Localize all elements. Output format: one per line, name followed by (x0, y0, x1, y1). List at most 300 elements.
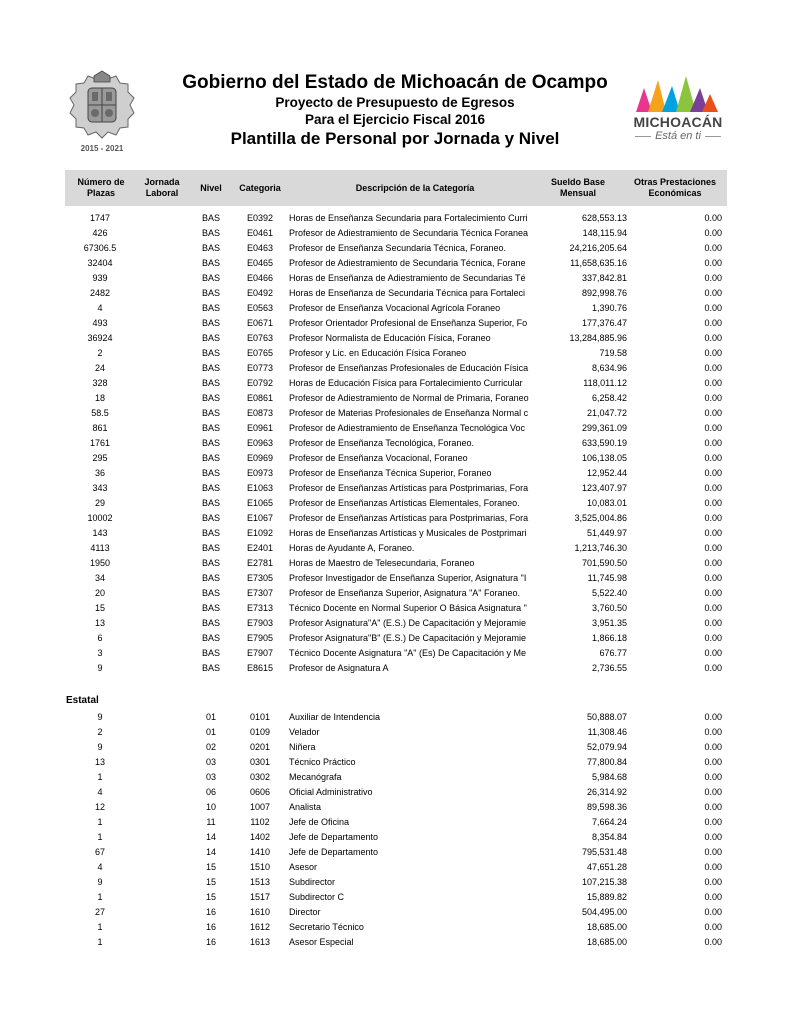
cell-otras: 0.00 (704, 877, 722, 887)
cell-otras: 0.00 (704, 618, 722, 628)
cell-otras: 0.00 (704, 543, 722, 553)
cell-sueldo: 719.58 (599, 348, 627, 358)
table-row (0, 770, 791, 785)
cell-categoria: E8615 (246, 663, 274, 673)
cell-categoria: E0465 (246, 258, 274, 268)
cell-categoria: 1610 (249, 907, 271, 917)
cell-descripcion: Asesor Especial (289, 937, 354, 947)
table-row (0, 331, 791, 346)
cell-sueldo: 1,213,746.30 (574, 543, 627, 553)
table-row (0, 256, 791, 271)
cell-nivel: BAS (201, 663, 220, 673)
cell-nivel: 01 (205, 712, 216, 722)
cell-categoria: E0973 (246, 468, 274, 478)
cell-nivel: BAS (201, 303, 220, 313)
cell-descripcion: Director (289, 907, 321, 917)
cell-plazas: 4113 (90, 543, 110, 553)
coat-of-arms-icon (64, 70, 140, 144)
cell-plazas: 27 (94, 907, 105, 917)
cell-descripcion: Profesor de Enseñanzas Artísticas para Postprimarias, Fora (289, 513, 529, 523)
cell-otras: 0.00 (704, 937, 722, 947)
table-row (0, 226, 791, 241)
cell-otras: 0.00 (704, 633, 722, 643)
cell-otras: 0.00 (704, 468, 722, 478)
cell-sueldo: 6,258.42 (591, 393, 627, 403)
cell-sueldo: 8,634.96 (591, 363, 627, 373)
cell-otras: 0.00 (704, 423, 722, 433)
cell-nivel: 15 (205, 862, 216, 872)
cell-plazas: 426 (92, 228, 108, 238)
cell-nivel: BAS (201, 288, 220, 298)
table-row (0, 481, 791, 496)
cell-categoria: E0563 (246, 303, 274, 313)
cell-sueldo: 892,998.76 (581, 288, 627, 298)
table-row (0, 301, 791, 316)
cell-categoria: 1510 (249, 862, 271, 872)
cell-descripcion: Horas de Enseñanza de Secundaria Técnica para Fortaleci (289, 288, 525, 298)
cell-plazas: 1 (97, 892, 103, 902)
cell-categoria: E1065 (246, 498, 274, 508)
cell-otras: 0.00 (704, 832, 722, 842)
cell-categoria: 0109 (249, 727, 271, 737)
cell-sueldo: 795,531.48 (581, 847, 627, 857)
brand-slogan: Está en ti (622, 130, 734, 142)
cell-nivel: BAS (201, 363, 220, 373)
cell-plazas: 29 (94, 498, 105, 508)
table-row (0, 920, 791, 935)
cell-categoria: E0765 (246, 348, 274, 358)
cell-nivel: BAS (201, 213, 220, 223)
cell-categoria: E2781 (246, 558, 274, 568)
cell-sueldo: 13,284,885.96 (569, 333, 627, 343)
table-row (0, 271, 791, 286)
cell-descripcion: Mecanógrafa (289, 772, 342, 782)
cell-plazas: 58.5 (91, 408, 109, 418)
document-subtitle-2: Para el Ejercicio Fiscal 2016 (304, 112, 486, 127)
cell-plazas: 4 (97, 303, 103, 313)
cell-sueldo: 11,308.46 (587, 727, 627, 737)
table-row (0, 316, 791, 331)
cell-categoria: 0606 (249, 787, 271, 797)
cell-otras: 0.00 (704, 513, 722, 523)
cell-plazas: 3 (97, 648, 103, 658)
table-row (0, 526, 791, 541)
cell-plazas: 36 (94, 468, 105, 478)
cell-descripcion: Horas de Enseñanzas Artísticas y Musicales de Postprimari (289, 528, 527, 538)
table-row (0, 571, 791, 586)
cell-plazas: 1950 (89, 558, 111, 568)
brand-mark-icon (622, 74, 734, 114)
cell-sueldo: 18,685.00 (586, 937, 627, 947)
cell-sueldo: 148,115.94 (582, 228, 627, 238)
cell-categoria: E0392 (246, 213, 274, 223)
cell-plazas: 9 (97, 712, 103, 722)
cell-nivel: BAS (201, 318, 220, 328)
cell-sueldo: 15,889.82 (586, 892, 627, 902)
table-row (0, 346, 791, 361)
cell-categoria: 1102 (250, 817, 270, 827)
cell-sueldo: 3,525,004.86 (574, 513, 627, 523)
cell-sueldo: 107,215.38 (581, 877, 627, 887)
cell-descripcion: Profesor de Enseñanzas Profesionales de Educación Física (289, 363, 529, 373)
table-row (0, 845, 791, 860)
cell-plazas: 493 (92, 318, 108, 328)
cell-categoria: E0461 (246, 228, 274, 238)
cell-plazas: 67306.5 (83, 243, 117, 253)
cell-categoria: E1092 (246, 528, 274, 538)
cell-sueldo: 7,664.24 (591, 817, 627, 827)
cell-categoria: 1613 (249, 937, 271, 947)
cell-plazas: 2 (97, 348, 103, 358)
cell-sueldo: 11,658,635.16 (570, 258, 627, 268)
cell-descripcion: Velador (289, 727, 320, 737)
cell-nivel: 16 (205, 937, 216, 947)
cell-nivel: 02 (205, 742, 216, 752)
cell-descripcion: Profesor de Materias Profesionales de Enseñanza Normal c (289, 408, 529, 418)
cell-nivel: BAS (201, 558, 220, 568)
cell-descripcion: Profesor Orientador Profesional de Enseñanza Superior, Fo (289, 318, 528, 328)
cell-descripcion: Profesor de Asignatura A (289, 663, 389, 673)
table-header (65, 170, 727, 206)
cell-descripcion: Profesor y Lic. en Educación Física Foraneo (289, 348, 467, 358)
table-row (0, 800, 791, 815)
cell-descripcion: Profesor de Enseñanzas Artísticas Elementales, Foraneo. (289, 498, 520, 508)
state-seal (64, 70, 140, 152)
cell-sueldo: 177,376.47 (581, 318, 627, 328)
section-label-estatal: Estatal (66, 695, 99, 706)
cell-descripcion: Técnico Práctico (289, 757, 356, 767)
cell-categoria: 0201 (249, 742, 271, 752)
table-row (0, 496, 791, 511)
cell-categoria: 1007 (249, 802, 271, 812)
cell-sueldo: 5,984.68 (591, 772, 627, 782)
column-header-jornada: Jornada Laboral (144, 177, 180, 198)
cell-plazas: 13 (94, 618, 105, 628)
cell-categoria: E7905 (246, 633, 274, 643)
cell-sueldo: 47,651.28 (586, 862, 627, 872)
cell-otras: 0.00 (704, 757, 722, 767)
table-row (0, 211, 791, 226)
cell-sueldo: 106,138.05 (581, 453, 627, 463)
cell-plazas: 36924 (87, 333, 113, 343)
cell-nivel: 14 (205, 847, 216, 857)
cell-descripcion: Técnico Docente Asignatura "A" (Es) De Capacitación y Me (289, 648, 526, 658)
cell-sueldo: 676.77 (599, 648, 627, 658)
cell-descripcion: Oficial Administrativo (289, 787, 373, 797)
cell-categoria: E0969 (246, 453, 274, 463)
cell-otras: 0.00 (704, 588, 722, 598)
cell-categoria: E0792 (246, 378, 274, 388)
cell-otras: 0.00 (704, 333, 722, 343)
cell-otras: 0.00 (704, 378, 722, 388)
cell-otras: 0.00 (704, 438, 722, 448)
cell-plazas: 343 (92, 483, 108, 493)
cell-descripcion: Horas de Enseñanza de Adiestramiento de Secundarias Té (289, 273, 526, 283)
column-header-categoria: Categoria (239, 182, 281, 193)
cell-sueldo: 51,449.97 (586, 528, 627, 538)
cell-descripcion: Horas de Maestro de Telesecundaria, Foraneo (289, 558, 475, 568)
cell-nivel: BAS (201, 543, 220, 553)
cell-descripcion: Profesor de Adiestramiento de Enseñanza Tecnológica Voc (289, 423, 525, 433)
cell-categoria: E7307 (246, 588, 274, 598)
cell-otras: 0.00 (704, 528, 722, 538)
cell-descripcion: Profesor Investigador de Enseñanza Superior, Asignatura "I (289, 573, 527, 583)
cell-nivel: BAS (201, 468, 220, 478)
cell-nivel: BAS (201, 633, 220, 643)
table-row (0, 241, 791, 256)
document-title-block (175, 72, 615, 150)
cell-otras: 0.00 (704, 892, 722, 902)
cell-categoria: E0763 (246, 333, 274, 343)
cell-plazas: 1 (97, 922, 103, 932)
cell-plazas: 1 (97, 817, 103, 827)
cell-otras: 0.00 (704, 288, 722, 298)
cell-plazas: 9 (97, 742, 103, 752)
cell-sueldo: 21,047.72 (586, 408, 627, 418)
cell-nivel: BAS (201, 588, 220, 598)
table-row (0, 860, 791, 875)
cell-otras: 0.00 (704, 273, 722, 283)
cell-descripcion: Asesor (289, 862, 318, 872)
cell-otras: 0.00 (704, 408, 722, 418)
table-row (0, 376, 791, 391)
cell-descripcion: Jefe de Oficina (289, 817, 350, 827)
cell-plazas: 15 (94, 603, 105, 613)
cell-nivel: 03 (205, 757, 216, 767)
cell-sueldo: 52,079.94 (586, 742, 627, 752)
cell-descripcion: Profesor Asignatura"A" (E.S.) De Capacitación y Mejoramie (289, 618, 526, 628)
cell-nivel: BAS (201, 393, 220, 403)
cell-descripcion: Técnico Docente en Normal Superior O Básica Asignatura " (289, 603, 527, 613)
cell-otras: 0.00 (704, 348, 722, 358)
cell-plazas: 1 (97, 937, 103, 947)
table-row (0, 361, 791, 376)
cell-plazas: 10002 (87, 513, 113, 523)
cell-plazas: 20 (94, 588, 105, 598)
cell-nivel: BAS (201, 528, 220, 538)
cell-otras: 0.00 (704, 228, 722, 238)
cell-nivel: BAS (201, 258, 220, 268)
cell-descripcion: Profesor de Enseñanza Vocacional Agrícola Foraneo (289, 303, 501, 313)
column-header-otras: Otras Prestaciones Económicas (633, 177, 717, 198)
cell-nivel: BAS (201, 618, 220, 628)
cell-plazas: 6 (97, 633, 103, 643)
cell-sueldo: 3,951.35 (591, 618, 627, 628)
table-row (0, 406, 791, 421)
cell-plazas: 34 (94, 573, 105, 583)
column-header-plazas: Número de Plazas (77, 177, 125, 198)
table-row (0, 935, 791, 950)
cell-categoria: E0492 (246, 288, 274, 298)
cell-otras: 0.00 (704, 862, 722, 872)
cell-plazas: 13 (94, 757, 105, 767)
cell-otras: 0.00 (704, 318, 722, 328)
cell-categoria: E7305 (246, 573, 274, 583)
cell-descripcion: Profesor Normalista de Educación Física, Foraneo (289, 333, 491, 343)
cell-nivel: BAS (201, 438, 220, 448)
cell-categoria: 0101 (249, 712, 271, 722)
cell-plazas: 32404 (87, 258, 113, 268)
cell-sueldo: 1,390.76 (591, 303, 627, 313)
document-title: Gobierno del Estado de Michoacán de Ocampo (182, 72, 608, 93)
cell-otras: 0.00 (704, 648, 722, 658)
cell-descripcion: Horas de Enseñanza Secundaria para Fortalecimiento Curri (289, 213, 528, 223)
cell-categoria: E7903 (246, 618, 274, 628)
cell-categoria: E0963 (246, 438, 274, 448)
cell-categoria: 1513 (249, 877, 271, 887)
cell-descripcion: Subdirector C (289, 892, 345, 902)
cell-nivel: BAS (201, 333, 220, 343)
cell-categoria: E0466 (246, 273, 274, 283)
cell-plazas: 861 (92, 423, 108, 433)
cell-otras: 0.00 (704, 558, 722, 568)
cell-otras: 0.00 (704, 712, 722, 722)
cell-categoria: E0463 (246, 243, 274, 253)
cell-descripcion: Auxiliar de Intendencia (289, 712, 381, 722)
cell-sueldo: 89,598.36 (586, 802, 627, 812)
cell-plazas: 4 (97, 787, 103, 797)
cell-descripcion: Profesor de Enseñanzas Artísticas para Postprimarias, Fora (289, 483, 529, 493)
cell-nivel: BAS (201, 573, 220, 583)
cell-plazas: 1 (97, 832, 103, 842)
cell-nivel: BAS (201, 408, 220, 418)
cell-otras: 0.00 (704, 727, 722, 737)
cell-otras: 0.00 (704, 772, 722, 782)
cell-plazas: 18 (94, 393, 105, 403)
cell-nivel: BAS (201, 513, 220, 523)
cell-sueldo: 299,361.09 (581, 423, 627, 433)
cell-otras: 0.00 (704, 787, 722, 797)
cell-descripcion: Profesor de Enseñanza Secundaria Técnica, Foraneo. (289, 243, 506, 253)
document-subtitle-3: Plantilla de Personal por Jornada y Nivel (230, 129, 560, 148)
cell-descripcion: Horas de Ayudante A, Foraneo. (289, 543, 415, 553)
cell-categoria: 1517 (249, 892, 271, 902)
cell-categoria: E7313 (246, 603, 274, 613)
cell-sueldo: 5,522.40 (591, 588, 627, 598)
cell-nivel: 14 (205, 832, 216, 842)
cell-categoria: E2401 (246, 543, 274, 553)
cell-descripcion: Secretario Técnico (289, 922, 364, 932)
cell-nivel: 15 (205, 877, 216, 887)
cell-descripcion: Profesor de Enseñanza Superior, Asignatura "A" Foraneo. (289, 588, 521, 598)
cell-descripcion: Subdirector (289, 877, 336, 887)
table-row (0, 391, 791, 406)
cell-descripcion: Profesor de Enseñanza Tecnológica, Foraneo. (289, 438, 474, 448)
cell-nivel: BAS (201, 453, 220, 463)
cell-nivel: BAS (201, 498, 220, 508)
column-header-nivel: Nivel (200, 182, 222, 193)
cell-plazas: 24 (94, 363, 105, 373)
cell-nivel: BAS (201, 423, 220, 433)
cell-descripcion: Jefe de Departamento (289, 832, 379, 842)
cell-sueldo: 504,495.00 (581, 907, 627, 917)
cell-sueldo: 77,800.84 (586, 757, 627, 767)
cell-nivel: 01 (205, 727, 216, 737)
cell-descripcion: Profesor de Enseñanza Vocacional, Foraneo (289, 453, 468, 463)
cell-otras: 0.00 (704, 498, 722, 508)
cell-sueldo: 24,216,205.64 (569, 243, 627, 253)
cell-nivel: 16 (205, 907, 216, 917)
cell-sueldo: 11,745.98 (587, 573, 627, 583)
cell-descripcion: Jefe de Departamento (289, 847, 379, 857)
cell-categoria: 1612 (249, 922, 271, 932)
cell-sueldo: 8,354.84 (591, 832, 627, 842)
cell-plazas: 939 (92, 273, 108, 283)
table-row (0, 646, 791, 661)
column-header-descripcion: Descripción de la Categoría (355, 182, 475, 193)
cell-otras: 0.00 (704, 258, 722, 268)
cell-nivel: BAS (201, 228, 220, 238)
brand-name: MICHOACÁN (633, 114, 723, 130)
cell-nivel: BAS (201, 378, 220, 388)
cell-sueldo: 2,736.55 (591, 663, 627, 673)
cell-nivel: BAS (201, 243, 220, 253)
cell-descripcion: Horas de Educación Física para Fortalecimiento Curricular (289, 378, 523, 388)
table-row (0, 710, 791, 725)
cell-otras: 0.00 (704, 213, 722, 223)
table-row (0, 601, 791, 616)
cell-descripcion: Profesor de Enseñanza Técnica Superior, Foraneo (289, 468, 492, 478)
cell-nivel: 03 (205, 772, 216, 782)
table-row (0, 556, 791, 571)
table-row (0, 661, 791, 676)
cell-descripcion: Profesor de Adiestramiento de Secundaria Técnica, Forane (289, 258, 526, 268)
cell-otras: 0.00 (704, 922, 722, 932)
cell-nivel: BAS (201, 603, 220, 613)
table-row (0, 815, 791, 830)
table-row (0, 755, 791, 770)
cell-sueldo: 18,685.00 (586, 922, 627, 932)
table-row (0, 740, 791, 755)
column-header-sueldo: Sueldo Base Mensual (550, 177, 606, 198)
cell-nivel: 10 (205, 802, 216, 812)
table-row (0, 541, 791, 556)
cell-sueldo: 337,842.81 (581, 273, 627, 283)
table-row (0, 616, 791, 631)
cell-otras: 0.00 (704, 303, 722, 313)
cell-plazas: 2482 (89, 288, 111, 298)
cell-plazas: 1747 (89, 213, 111, 223)
cell-otras: 0.00 (704, 393, 722, 403)
table-row (0, 875, 791, 890)
michoacan-logo (622, 74, 734, 144)
cell-plazas: 295 (92, 453, 108, 463)
table-row (0, 725, 791, 740)
cell-categoria: 0301 (249, 757, 271, 767)
cell-plazas: 4 (97, 862, 103, 872)
cell-nivel: 16 (205, 922, 216, 932)
cell-nivel: BAS (201, 348, 220, 358)
table-row (0, 451, 791, 466)
cell-categoria: E0873 (246, 408, 274, 418)
table-row (0, 785, 791, 800)
cell-plazas: 1 (97, 772, 103, 782)
table-row (0, 436, 791, 451)
cell-otras: 0.00 (704, 663, 722, 673)
cell-otras: 0.00 (704, 907, 722, 917)
cell-sueldo: 10,083.01 (586, 498, 627, 508)
table-row (0, 830, 791, 845)
cell-sueldo: 123,407.97 (581, 483, 627, 493)
cell-plazas: 2 (97, 727, 103, 737)
cell-sueldo: 701,590.50 (581, 558, 627, 568)
cell-plazas: 9 (97, 877, 103, 887)
cell-otras: 0.00 (704, 802, 722, 812)
cell-otras: 0.00 (704, 363, 722, 373)
cell-categoria: 0302 (249, 772, 271, 782)
cell-otras: 0.00 (704, 817, 722, 827)
cell-otras: 0.00 (704, 483, 722, 493)
